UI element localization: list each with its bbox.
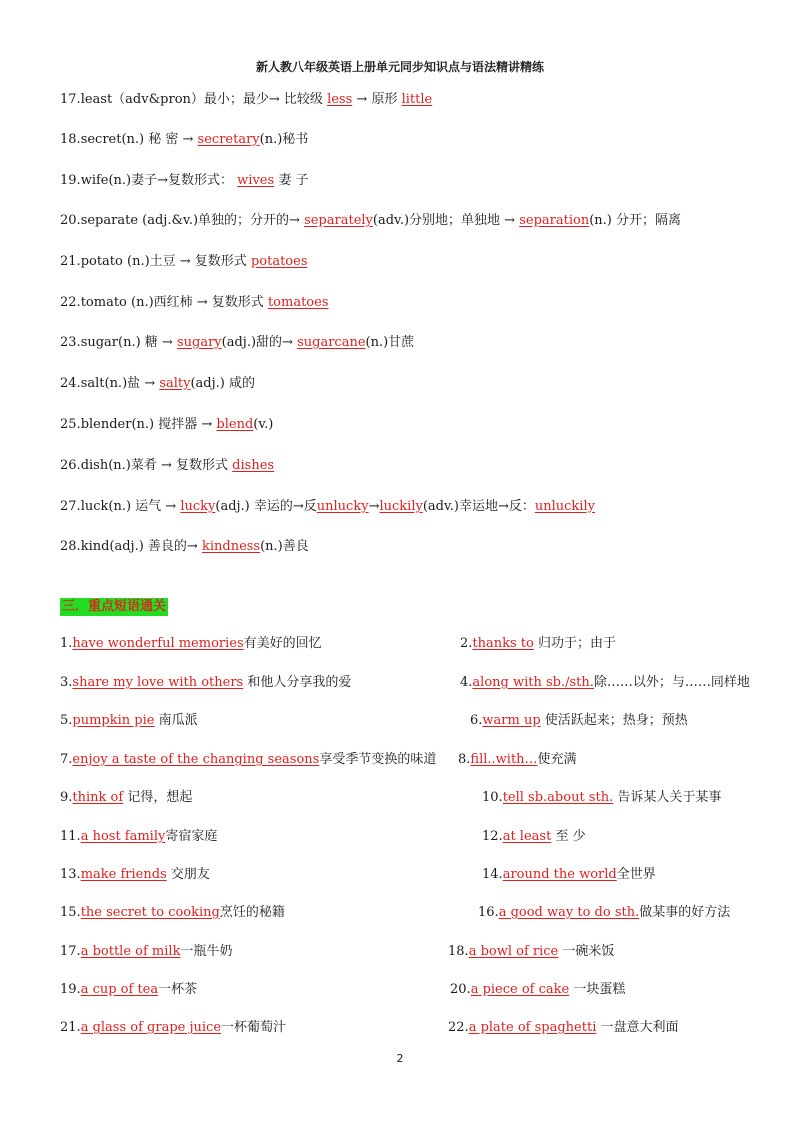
answer-blank: potatoes	[250, 254, 308, 269]
vocab-item-27: 27.luck(n.) 运气 → lucky(adj.) 幸运的→反unlucky→luckily(adv.)幸运地→反：unluckily	[60, 499, 595, 514]
answer-blank: secretary	[197, 132, 260, 147]
answer-blank: little	[401, 92, 433, 107]
phrase-item: 19.a cup of tea一杯茶	[60, 982, 198, 997]
answer-blank: salty	[159, 376, 191, 391]
answer-blank: wives	[237, 173, 275, 188]
answer-blank: luckily	[379, 499, 423, 514]
phrase-item: 17.a bottle of milk一瓶牛奶	[60, 944, 233, 959]
phrase-item: 15.the secret to cooking烹饪的秘籍	[60, 905, 285, 920]
phrase-item: 5.pumpkin pie 南瓜派	[60, 713, 198, 728]
vocab-item-26: 26.dish(n.)菜肴 → 复数形式 dishes	[60, 458, 275, 473]
phrase-item: 21.a glass of grape juice一杯葡萄汁	[60, 1020, 287, 1035]
answer-blank: unluckily	[534, 499, 595, 514]
phrase-item: 16.a good way to do sth.做某事的好方法	[478, 905, 731, 920]
phrase-item: 14.around the world全世界	[482, 867, 656, 882]
answer-blank: sugarcane	[297, 335, 366, 350]
phrase-item: 13.make friends 交朋友	[60, 867, 210, 882]
phrase-item: 20.a piece of cake 一块蛋糕	[450, 982, 626, 997]
vocab-item-19: 19.wife(n.)妻子→复数形式： wives 妻 子	[60, 173, 309, 188]
phrase-item: 11.a host family寄宿家庭	[60, 829, 218, 844]
phrase-item: 4.along with sb./sth.除……以外；与……同样地	[460, 675, 750, 690]
vocab-item-25: 25.blender(n.) 搅拌器 → blend(v.)	[60, 417, 274, 432]
page-header: 新人教八年级英语上册单元同步知识点与语法精讲精练	[255, 60, 544, 74]
answer-blank: unlucky	[316, 499, 369, 514]
vocab-item-17: 17.least（adv&pron）最小；最少→ 比较级 less → 原形 little	[60, 92, 433, 107]
answer-blank: separation	[519, 213, 590, 228]
page-number: 2	[396, 1052, 404, 1065]
section-title: 三．重点短语通关	[62, 599, 167, 614]
answer-blank: less	[327, 92, 353, 107]
answer-blank: blend	[216, 417, 254, 432]
phrase-item: 10.tell sb.about sth. 告诉某人关于某事	[482, 790, 722, 805]
phrase-item: 6.warm up 使活跃起来；热身；预热	[470, 713, 688, 728]
answer-blank: tomatoes	[267, 295, 329, 310]
phrase-item: 7.enjoy a taste of the changing seasons享受季节变换的味道	[60, 752, 437, 767]
vocab-item-22: 22.tomato (n.)西红柿 → 复数形式 tomatoes	[60, 295, 329, 310]
vocab-item-24: 24.salt(n.)盐 → salty(adj.) 咸的	[60, 376, 255, 391]
phrase-item: 2.thanks to 归功于；由于	[460, 636, 617, 651]
vocab-item-20: 20.separate (adj.&v.)单独的；分开的→ separately(adv.)分别地；单独地 → separation(n.) 分开；隔离	[60, 213, 681, 228]
phrase-item: 18.a bowl of rice 一碗米饭	[448, 944, 615, 959]
phrase-item: 1.have wonderful memories有美好的回忆	[60, 636, 322, 651]
phrase-item: 8.fill..with…使充满	[458, 752, 577, 767]
answer-blank: kindness	[201, 539, 261, 554]
answer-blank: dishes	[232, 458, 275, 473]
vocab-item-23: 23.sugar(n.) 糖 → sugary(adj.)甜的→ sugarcane(n.)甘蔗	[60, 335, 415, 350]
phrase-item: 3.share my love with others 和他人分享我的爱	[60, 675, 352, 690]
answer-blank: separately	[304, 213, 373, 228]
answer-blank: lucky	[180, 499, 216, 514]
vocab-item-21: 21.potato (n.)土豆 → 复数形式 potatoes	[60, 254, 308, 269]
vocab-item-28: 28.kind(adj.) 善良的→ kindness(n.)善良	[60, 539, 309, 554]
phrase-item: 9.think of 记得，想起	[60, 790, 193, 805]
vocab-item-18: 18.secret(n.) 秘 密 → secretary(n.)秘书	[60, 132, 309, 147]
phrase-item: 22.a plate of spaghetti 一盘意大利面	[448, 1020, 679, 1035]
answer-blank: sugary	[176, 335, 222, 350]
phrase-item: 12.at least 至 少	[482, 829, 586, 844]
